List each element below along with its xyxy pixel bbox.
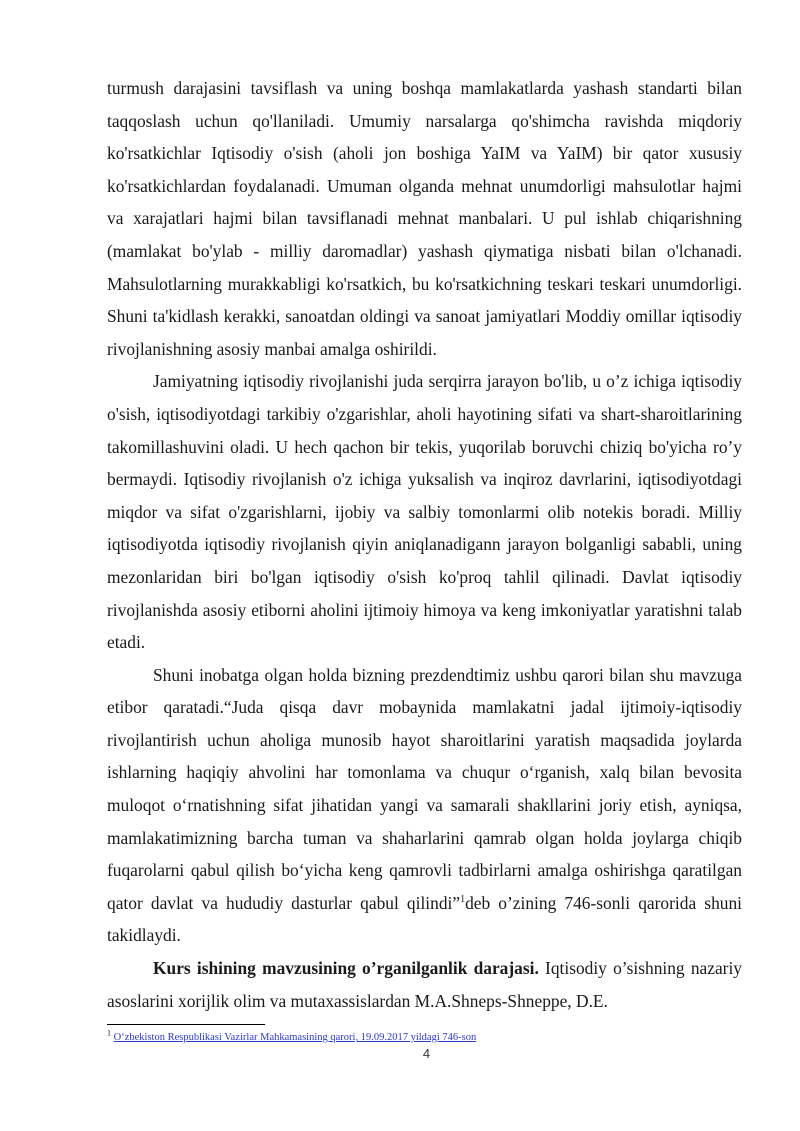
page-number: 4 — [422, 1046, 431, 1061]
footnote-link[interactable]: O‘zbekiston Respublikasi Vazirlar Mahkamasining qarori, 19.09.2017 yildagi 746-son — [113, 1032, 477, 1043]
paragraph-2: Jamiyatning iqtisodiy rivojlanishi juda serqirra jarayon bo'lib, u o’z ichiga iqtisodiy o'sish, iqtisodiyotdagi tarkibiy o'zgarishlar, aholi hayotining sifati va shart-sharoitlarining takomillashuvini oladi. U hech qachon bir tekis, yuqorilab boruvchi chiziq bo'yicha ro’y bermaydi. Iqtisodiy rivojlanish o'z ichiga yuksalish va inqiroz davrlarini, iqtisodiyotdagi miqdor va sifat o'zgarishlarni, ijobiy va salbiy tomonlarmi olib notekis boradi. Milliy iqtisodiyotda iqtisodiy rivojlanish qiyin aniqlanadigann jarayon bolganligi sababli, uning mezonlaridan biri bo'lgan iqtisodiy o'sish ko'proq tahlil qilinadi. Davlat iqtisodiy rivojlanishda asosiy etiborni aholini ijtimoiy himoya va keng imkoniyatlar yaratishni talab etadi. — [107, 371, 742, 653]
paragraph-1: turmush darajasini tavsiflash va uning boshqa mamlakatlarda yashash standarti bilan taqqoslash uchun qo'llaniladi. Umumiy narsalarga qo'shimcha ravishda miqdoriy ko'rsatkichlar Iqtisodiy o'sish (aholi jon boshiga YaIM va YaIM) bir qator xususiy ko'rsatkichlardan foydalanadi. Umuman olganda mehnat unumdorligi mahsulotlar hajmi va xarajatlari hajmi bilan tavsiflanadi mehnat manbalari. U pul ishlab chiqarishning (mamlakat bo'ylab - milliy daromadlar) yashash qiymatiga nisbati bilan o'lchanadi. Mahsulotlarning murakkabligi ko'rsatkich, bu ko'rsatkichning teskari teskari unumdorligi. Shuni ta'kidlash kerakki, sanoatdan oldingi va sanoat jamiyatlari Moddiy omillar iqtisodiy rivojlanishning asosiy manbai amalga oshirildi. — [107, 78, 742, 359]
footnote-number: 1 — [107, 1028, 111, 1038]
paragraph-3-quote: Shuni inobatga olgan holda bizning prezdendtimiz ushbu qarori bilan shu mavzuga etibor qaratadi.“Juda qisqa davr mobaynida mamlakatni jadal ijtimoiy-iqtisodiy rivojlantirish uchun aholiga munosib hayot sharoitlarini yaratish maqsadida joylarda ishlarning haqiqiy ahvolini har tomonlama va chuqur o‘rganish, xalq bilan bevosita muloqot o‘rnatishning sifat jihatidan yangi va samarali shakllarini joriy etish, ayniqsa, mamlakatimizning barcha tuman va shaharlarini qamrab olgan holda joylarga chiqib fuqarolarni qabul qilish bo‘yicha keng qamrovli tadbirlarni amalga oshirishga qaratilgan qator davlat va hududiy dasturlar qabul qilindi” — [107, 664, 742, 913]
footnote-reference[interactable]: 1 — [460, 894, 466, 906]
paragraph-3 — [107, 659, 742, 952]
section-heading-inline: Kurs ishining mavzusining o’rganilganlik darajasi. — [153, 958, 539, 979]
footnote — [107, 1028, 742, 1045]
body-text — [107, 72, 742, 1017]
paragraph-4 — [107, 952, 742, 1017]
paragraph-4-text: Iqtisodiy o’sishning nazariy asoslarini xorijlik olim va mutaxassislardan M.A.Shneps-Shneppe, D.E. — [107, 958, 742, 1011]
paragraph-3-tail: deb o’zining 746-sonli qarorida shuni takidlaydi. — [107, 892, 742, 946]
footnote-separator — [107, 1024, 265, 1025]
